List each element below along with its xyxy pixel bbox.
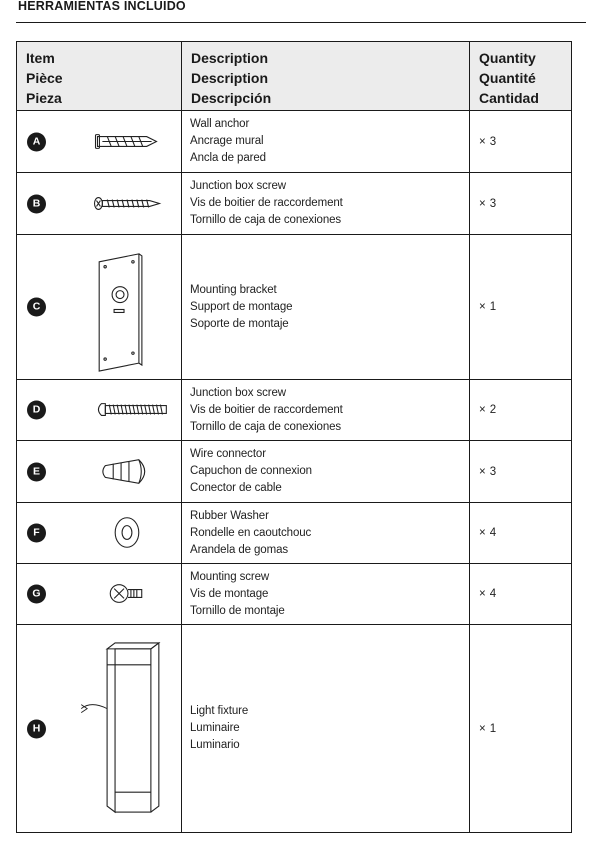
table-row [17,173,572,235]
qty-prefix: × [479,527,486,539]
header-item-es: Pieza [26,90,62,106]
item-letter-badge: B [27,194,46,213]
description-en: Mounting bracket [190,283,277,296]
header-quantity [470,42,572,111]
wall-anchor-icon [67,111,185,172]
light-fixture-icon [67,625,185,832]
quantity-cell [470,380,572,441]
header-quantity-en: Quantity [479,50,536,66]
qty-prefix: × [479,722,486,735]
item-letter-badge: A [27,132,46,151]
header-quantity-fr: Quantité [479,70,536,86]
wire-connector-icon [67,441,185,502]
table-row [17,441,572,503]
description-fr: Vis de boitier de raccordement [190,197,343,209]
description-fr: Rondelle en caoutchouc [190,526,312,539]
description-es: Conector de cable [190,482,282,494]
table-header-row [17,42,572,111]
description-en: Junction box screw [190,180,286,192]
description-cell [182,111,470,173]
description-en: Junction box screw [190,386,286,399]
header-description [182,42,470,111]
junction-box-screw-icon [67,173,185,234]
qty-prefix: × [479,404,486,416]
quantity-value: 3 [489,465,497,478]
description-cell [182,173,470,235]
description-es: Ancla de pared [190,152,266,164]
description-es: Tornillo de caja de conexiones [190,420,342,433]
header-item-fr: Pièce [26,70,63,86]
item-letter-badge: E [27,462,46,481]
description-es: Tornillo de montaje [190,604,285,617]
item-cell [17,441,182,503]
quantity-value: 1 [489,301,497,313]
table-row [17,111,572,173]
header-description-es: Descripción [191,90,272,106]
description-fr: Vis de boitier de raccordement [190,403,343,416]
description-en: Mounting screw [190,570,270,583]
quantity-value: 4 [489,527,497,539]
quantity-value: 3 [489,135,497,148]
description-cell [182,564,470,625]
item-letter-badge: C [27,298,46,317]
qty-prefix: × [479,197,486,210]
quantity-cell [470,235,572,380]
title-divider [16,22,586,23]
quantity-cell [470,173,572,235]
header-description-en: Description [191,50,269,66]
section-title: HERRAMIENTAS INCLUIDO [18,0,186,13]
quantity-value: 3 [489,197,497,210]
description-cell [182,380,470,441]
table-row [17,503,572,564]
table-row [17,380,572,441]
item-cell [17,111,182,173]
description-cell [182,625,470,833]
quantity-value: 1 [489,722,497,735]
description-en: Rubber Washer [190,509,269,522]
qty-prefix: × [479,301,486,313]
quantity-cell [470,625,572,833]
description-fr: Vis de montage [190,587,269,600]
mounting-bracket-icon [67,235,185,379]
qty-prefix: × [479,588,486,600]
item-cell [17,173,182,235]
qty-prefix: × [479,135,486,148]
item-cell [17,564,182,625]
quantity-value: 4 [489,588,497,600]
parts-table [16,41,572,833]
header-item-en: Item [26,50,55,66]
table-row [17,564,572,625]
description-cell [182,441,470,503]
description-es: Soporte de montaje [190,317,289,330]
header-quantity-es: Cantidad [479,90,539,106]
item-letter-badge: H [27,719,46,738]
quantity-cell [470,503,572,564]
item-letter-badge: F [27,524,46,543]
description-cell [182,235,470,380]
description-es: Arandela de gomas [190,543,289,556]
description-cell [182,503,470,564]
table-row [17,625,572,833]
description-fr: Capuchon de connexion [190,465,312,477]
description-en: Light fixture [190,705,249,717]
rubber-washer-icon [67,503,185,563]
item-letter-badge: G [27,585,46,604]
description-en: Wire connector [190,448,266,460]
qty-prefix: × [479,465,486,478]
description-fr: Ancrage mural [190,135,264,147]
quantity-value: 2 [489,404,497,416]
quantity-cell [470,111,572,173]
item-cell [17,235,182,380]
item-cell [17,503,182,564]
description-en: Wall anchor [190,118,250,130]
header-description-fr: Description [191,70,269,86]
item-letter-badge: D [27,401,46,420]
junction-box-screw-long-icon [67,380,185,440]
item-cell [17,380,182,441]
item-cell [17,625,182,833]
table-row [17,235,572,380]
quantity-cell [470,564,572,625]
description-fr: Support de montage [190,300,293,313]
description-es: Tornillo de caja de conexiones [190,214,342,226]
mounting-screw-icon [67,564,185,624]
description-fr: Luminaire [190,722,240,734]
quantity-cell [470,441,572,503]
description-es: Luminario [190,739,240,751]
header-item [17,42,182,111]
